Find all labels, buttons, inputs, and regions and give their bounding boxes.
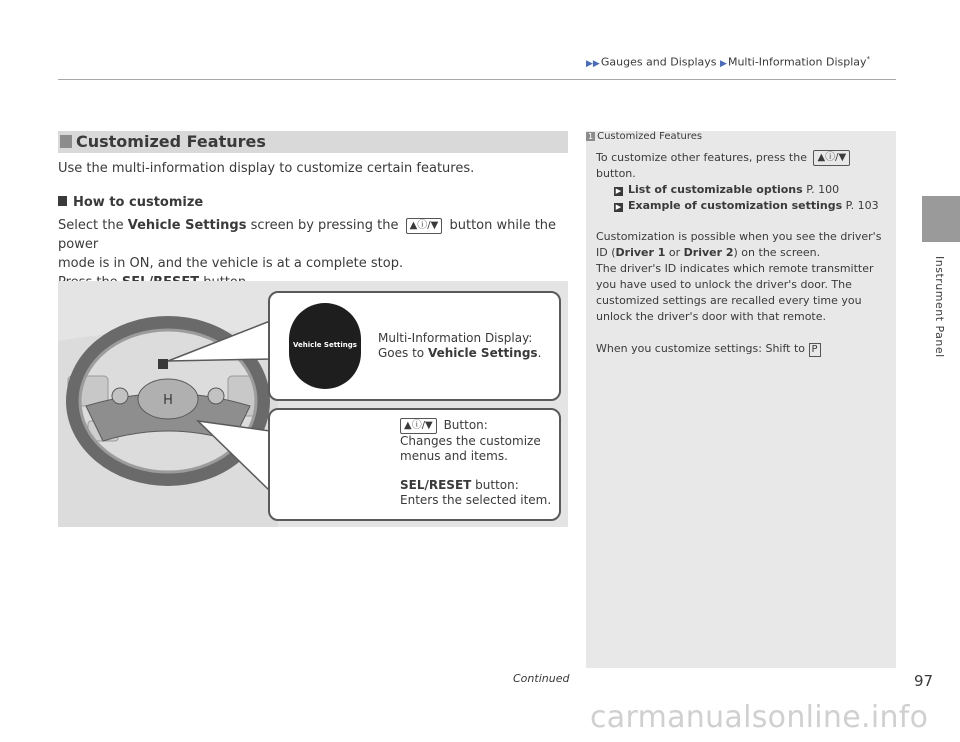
breadcrumb-arrow-icon: ▶ (720, 58, 727, 69)
text-run: button: (471, 478, 519, 492)
breadcrumb (586, 55, 870, 69)
section-heading-bar (58, 131, 568, 153)
page-number: 97 (914, 672, 934, 690)
text-bold: Driver 2 (683, 246, 734, 259)
note-line (596, 150, 853, 166)
text-bold: List of customizable options (628, 183, 803, 196)
note-index-icon: 1 (588, 132, 594, 141)
note-line: The driver's ID indicates which remote transmitter (596, 262, 874, 275)
breadcrumb-arrow-icon: ▶▶ (586, 58, 600, 69)
text-line: Enters the selected item. (400, 493, 552, 507)
reference-link[interactable] (614, 182, 839, 198)
steering-wheel-illustration (58, 281, 568, 527)
text-bold: SEL/RESET (400, 478, 472, 492)
note-line: Customization is possible when you see the driver's (596, 230, 882, 243)
watermark: carmanualsonline.info (590, 700, 929, 735)
reference-arrow-icon: ▶ (615, 187, 622, 195)
svg-text:H: H (163, 393, 173, 408)
heading-square-icon (60, 135, 72, 148)
text-run: . (537, 346, 542, 360)
intro-text: Use the multi-information display to customize certain features. (58, 161, 475, 176)
text-run: ID ( (596, 246, 616, 259)
reference-arrow-icon: ▶ (615, 203, 622, 211)
note-line: you have used to unlock the driver's door. The (596, 278, 852, 291)
footnote-mark: * (866, 55, 871, 63)
callout-display-text (378, 331, 541, 361)
text-bold: Driver 1 (615, 246, 666, 259)
text-run: When you customize settings: Shift to (596, 342, 806, 355)
text-run: button while the power (58, 218, 557, 252)
note-panel (586, 131, 896, 668)
text-line: Changes the customize (400, 434, 541, 448)
text-line: Multi-Information Display: (378, 331, 533, 345)
note-line (596, 245, 820, 261)
subheading-label: How to customize (73, 195, 204, 210)
note-title: Customized Features (597, 131, 703, 142)
text-line: menus and items. (400, 449, 508, 463)
chapter-tab (922, 196, 960, 242)
shift-p-symbol-icon: P (809, 343, 821, 357)
breadcrumb-item[interactable]: Multi-Information Display (727, 55, 867, 69)
screen-label: Vehicle Settings (293, 341, 357, 349)
text-run: ) on the screen. (733, 246, 821, 259)
chapter-label: Instrument Panel (933, 256, 946, 358)
header-divider (58, 79, 896, 80)
callout-switch-text (400, 418, 551, 508)
text-line: mode is in ON, and the vehicle is at a complete stop. (58, 256, 404, 271)
text-run: P. 100 (802, 183, 840, 196)
subheading (58, 195, 203, 210)
info-button-symbol-icon: ▲ⓘ/▼ (406, 218, 443, 234)
switch-callout (268, 408, 561, 521)
display-callout (268, 291, 561, 401)
info-button-symbol-icon: ▲ⓘ/▼ (400, 418, 437, 434)
note-heading (586, 131, 702, 142)
text-run: Select the (58, 218, 128, 233)
text-bold: Vehicle Settings (127, 218, 247, 233)
note-line: unlock the driver's door with that remote. (596, 310, 827, 323)
note-line: button. (596, 167, 636, 180)
text-bold: Vehicle Settings (427, 346, 538, 360)
reference-link[interactable] (614, 198, 879, 214)
text-run: To customize other features, press the (596, 151, 807, 164)
text-bold: Example of customization settings (628, 199, 843, 212)
note-line (596, 341, 821, 357)
text-run: or (665, 246, 684, 259)
breadcrumb-item[interactable]: Gauges and Displays (600, 55, 717, 69)
text-run: Button: (439, 418, 488, 432)
section-title: Customized Features (76, 132, 266, 151)
continued-label: Continued (513, 672, 570, 685)
bullet-square-icon (58, 196, 67, 206)
note-line: customized settings are recalled every time you (596, 294, 862, 307)
text-run: screen by pressing the (246, 218, 403, 233)
text-run: Goes to (378, 346, 428, 360)
info-display-screen (289, 303, 361, 389)
info-button-symbol-icon: ▲ⓘ/▼ (813, 150, 850, 166)
text-run: P. 103 (842, 199, 879, 212)
